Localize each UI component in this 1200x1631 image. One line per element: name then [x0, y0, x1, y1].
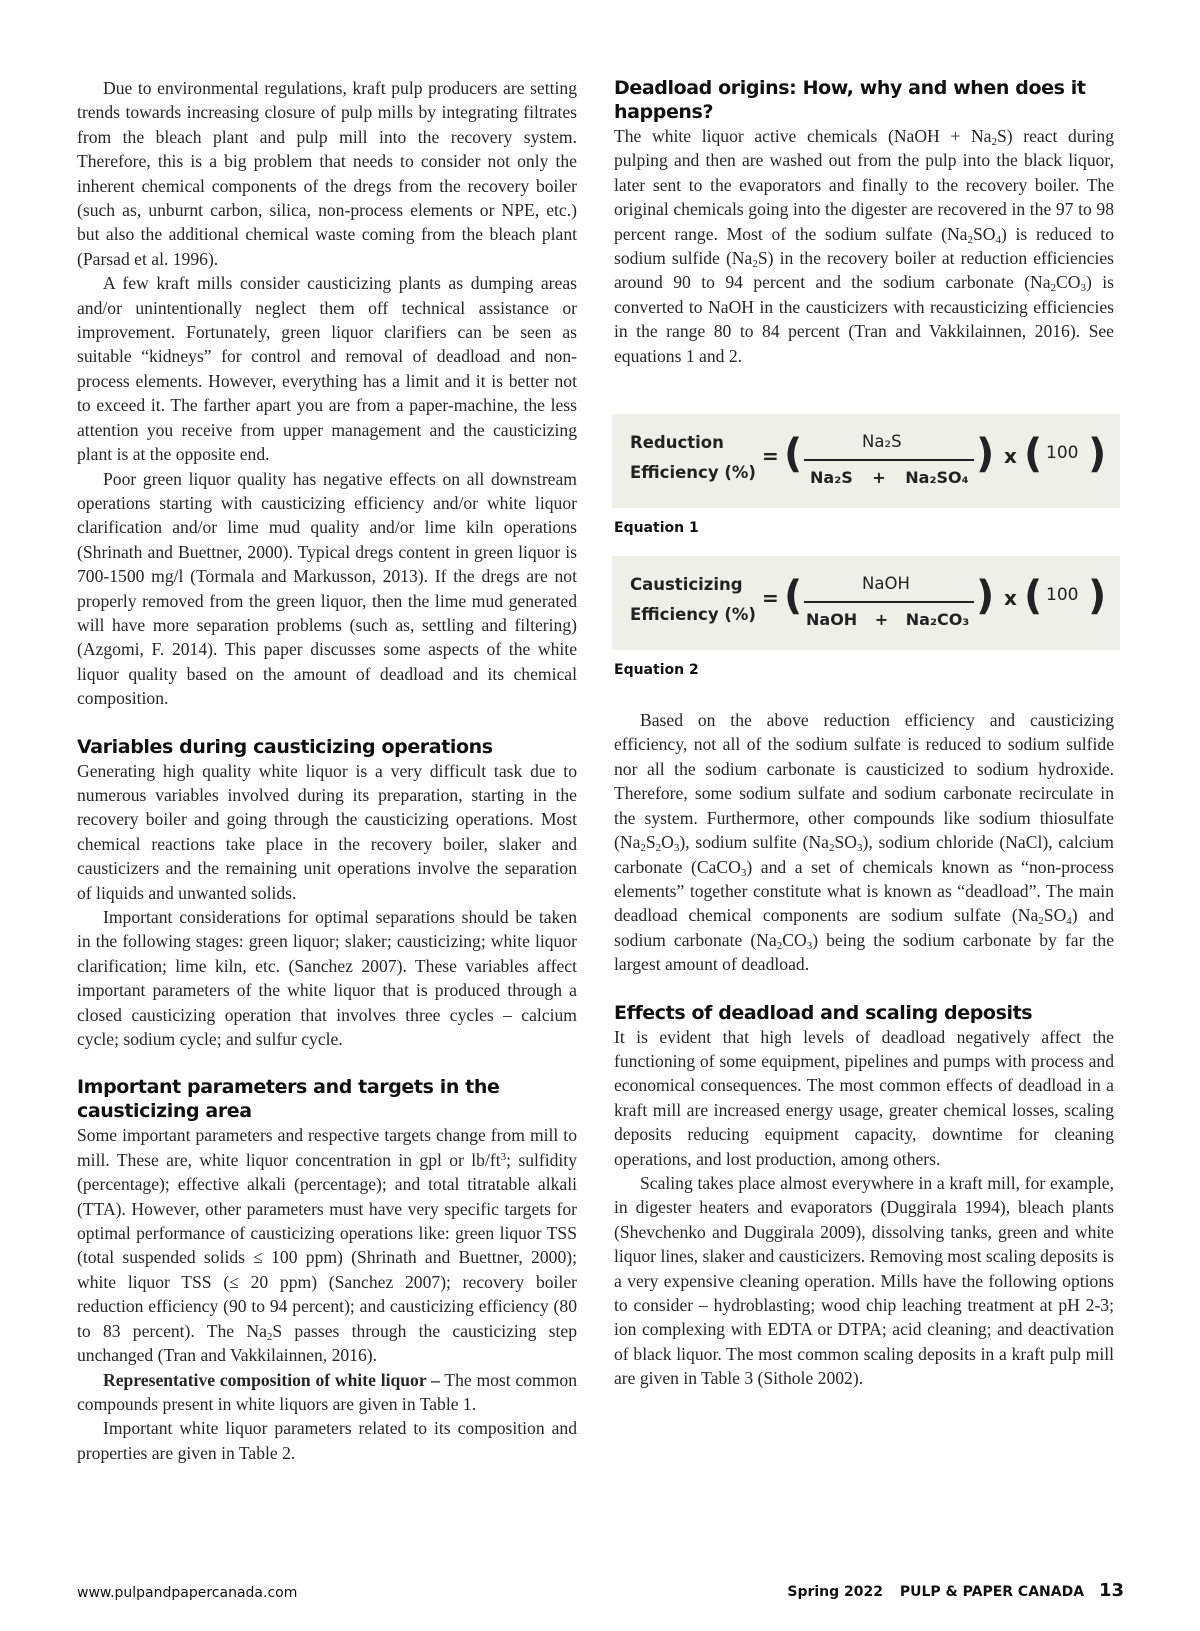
eq1-multiplier: 100: [1046, 443, 1079, 464]
eq1-label: Reduction Efficiency (%): [630, 433, 756, 483]
eq2-open-paren: (: [784, 573, 803, 620]
eq1-times: x: [1004, 444, 1017, 469]
eq2-label: Causticizing Efficiency (%): [630, 575, 756, 625]
green-liquor-quality-paragraph: Poor green liquor quality has negative effects on all downstream operations starting with causticizing efficiency and/or white liquor clarification and/or lime mud quality and/or lime kiln operations (Shrinath and Buettner, 2000). Typical dregs content in green liquor is 700-1500 mg/l (Tormala and Markusson, 2013). If the dregs are not properly removed from the green liquor, then the lime mud generated will have more separation problems (such as, settling and filtering) (Azgomi, F. 2014). This paper discusses some aspects of the white liquor quality based on the amount of deadload and its chemical composition.: [77, 468, 577, 709]
eq2-equals: =: [762, 586, 779, 611]
eq1-close-paren: ): [976, 431, 995, 478]
eq1-open-paren-2: (: [1024, 431, 1043, 478]
equation-1-caption: Equation 1: [614, 520, 699, 537]
left-column: [77, 76, 577, 1465]
table2-paragraph: Important white liquor parameters related to its composition and properties are given in Table 2.: [77, 1418, 577, 1463]
composition-lead: Representative composition of white liquor –: [103, 1369, 440, 1390]
eq2-times: x: [1004, 586, 1017, 611]
eq2-numerator: NaOH: [862, 574, 910, 594]
deadload-heading: Deadload origins: How, why and when does it happens?: [614, 77, 1086, 123]
parameters-paragraph: Some important parameters and respective targets change from mill to mill. These are, white liquor concentration in gpl or $lb/ft^3$; sulfidity (percentage); effective alkali (percentage); and total titratable alkali (TTA). However, other parameters must have very specific targets for optimal performance of causticizing operations like: green liquor TSS (total suspended solids ≤ 100 ppm) (Shrinath and Buettner, 2000); white liquor TSS (≤ 20 ppm) (Sanchez 2007); recovery boiler reduction efficiency (90 to 94 percent); and causticizing efficiency (80 to 83 percent). The $Na_2S$ passes through the causticizing step unchanged (Tran and Vakkilainnen, 2016).: [77, 1125, 578, 1366]
eq2-close-paren: ): [976, 573, 995, 620]
variables-heading: Variables during causticizing operations: [77, 735, 493, 758]
eq1-open-paren: (: [784, 431, 803, 478]
eq1-numerator: Na₂S: [862, 432, 902, 452]
eq2-denominator: NaOH + Na₂CO₃: [806, 610, 970, 630]
footer-issue: Spring 2022: [787, 1584, 883, 1600]
eq1-close-paren-2: ): [1088, 431, 1107, 478]
parameters-heading: Important parameters and targets in the causticizing area: [77, 1076, 500, 1123]
equation-2-box: [612, 556, 1120, 650]
efficiency-paragraph: Based on the above reduction efficiency and causticizing efficiency, not all of the sodium sulfate is reduced to sodium sulfide nor all the sodium carbonate is causticized to sodium hydroxide. Therefore, some sodium sulfate and sodium carbonate recirculate in the system. Furthermore, other compounds like sodium thiosulfate $(Na_2S_2O_3)$, sodium sulfite $(Na_2SO_3)$, sodium chloride (NaCl), calcium carbonate (CaCO$_3$) and a set of chemicals known as “non-process elements” together constitute what is known as “deadload”. The main deadload chemical components are sodium sulfate $(Na_2SO_4)$ and sodium carbonate $(Na_2CO_3)$ being the sodium carbonate by far the largest amount of deadload.: [614, 710, 1115, 975]
footer-folio: [787, 1580, 1124, 1601]
eq2-open-paren-2: (: [1024, 573, 1043, 620]
composition-text: The most common compounds present in white liquors are given in Table 1.: [77, 1369, 577, 1414]
eq1-equals: =: [762, 444, 779, 469]
eq2-fraction-bar: [804, 601, 974, 603]
effects-paragraph: It is evident that high levels of deadload negatively affect the functioning of some equipment, pipelines and pumps with process and economical consequences. The most common effects of deadload in a kraft mill are increased energy usage, greater chemical losses, scaling deposits reducing equipment capacity, downtime for cleaning operations, and lost production, among others.: [614, 1026, 1114, 1169]
footer-magazine: PULP & PAPER CANADA: [899, 1584, 1085, 1600]
separations-paragraph: Important considerations for optimal separations should be taken in the following stages: green liquor; slaker; causticizing; white liquor clarification; lime kiln, etc. (Sanchez 2007). These variables affect important parameters of the white liquor that is produced through a closed causticizing operation that involves three cycles – calcium cycle; sodium cycle; and sulfur cycle.: [77, 907, 577, 1050]
equation-1-box: [612, 414, 1120, 508]
footer-website: www.pulpandpapercanada.com: [77, 1585, 298, 1601]
causticizing-plants-paragraph: A few kraft mills consider causticizing plants as dumping areas and/or unintentionally neglect them off technical assistance or improvement. Fortunately, green liquor clarifiers can be seen as suitable “kidneys” for control and removal of deadload and non-process elements. However, everything has a limit and it is better not to exceed it. The farther apart you are from a paper-machine, the less attention you receive from upper management and the causticizing plant is at the opposite end.: [77, 273, 577, 465]
equation-2-caption: Equation 2: [614, 662, 699, 679]
scaling-paragraph: Scaling takes place almost everywhere in a kraft mill, for example, in digester heaters and evaporators (Duggirala 1994), bleach plants (Shevchenko and Duggirala 2009), dissolving tanks, green and white liquor lines, slaker and causticizers. Removing most scaling deposits is a very expensive cleaning operation. Mills have the following options to consider – hydroblasting; wood chip leaching treatment at pH 2-3; ion complexing with EDTA or DTPA; acid cleaning; and deactivation of black liquor. The most common scaling deposits in a kraft pulp mill are given in Table 3 (Sithole 2002).: [614, 1172, 1114, 1389]
variables-paragraph: Generating high quality white liquor is a very difficult task due to numerous variables involved during its preparation, starting in the recovery boiler and going through the causticizing operations. Most chemical reactions take place in the recovery boiler, slaker and causticizers and the remaining unit operations involve the separation of liquids and unwanted solids.: [77, 760, 577, 903]
eq1-denominator: Na₂S + Na₂SO₄: [810, 468, 969, 488]
composition-paragraph: [77, 1368, 577, 1417]
right-column: [614, 76, 1114, 1391]
eq1-fraction-bar: [804, 459, 974, 461]
deadload-paragraph: The white liquor active chemicals (NaOH + $Na_2S$) react during pulping and then are washed out from the pulp into the black liquor, later sent to the evaporators and finally to the recovery boiler. The original chemicals going into the digester are recovered in the 97 to 98 percent range. Most of the sodium sulfate $(Na_2SO_4)$ is reduced to sodium sulfide $(Na_2S)$ in the recovery boiler at reduction efficiencies around 90 to 94 percent and the sodium carbonate $(Na_2CO_3)$ is converted to NaOH in the causticizers with recausticizing efficiencies in the range 80 to 84 percent (Tran and Vakkilainnen, 2016). See equations 1 and 2.: [614, 126, 1114, 366]
intro-paragraph: Due to environmental regulations, kraft pulp producers are setting trends towards increasing closure of pulp mills by integrating filtrates from the bleach plant and pulp mill into the recovery system. Therefore, this is a big problem that needs to consider not only the inherent chemical components of the dregs from the recovery boiler (such as, unburnt carbon, silica, non-process elements or NPE, etc.) but also the additional chemical waste coming from the bleach plant (Parsad et al. 1996).: [77, 78, 577, 269]
eq2-multiplier: 100: [1046, 585, 1079, 606]
eq2-close-paren-2: ): [1088, 573, 1107, 620]
effects-heading: Effects of deadload and scaling deposits: [614, 1001, 1033, 1024]
page-number: 13: [1098, 1580, 1124, 1601]
